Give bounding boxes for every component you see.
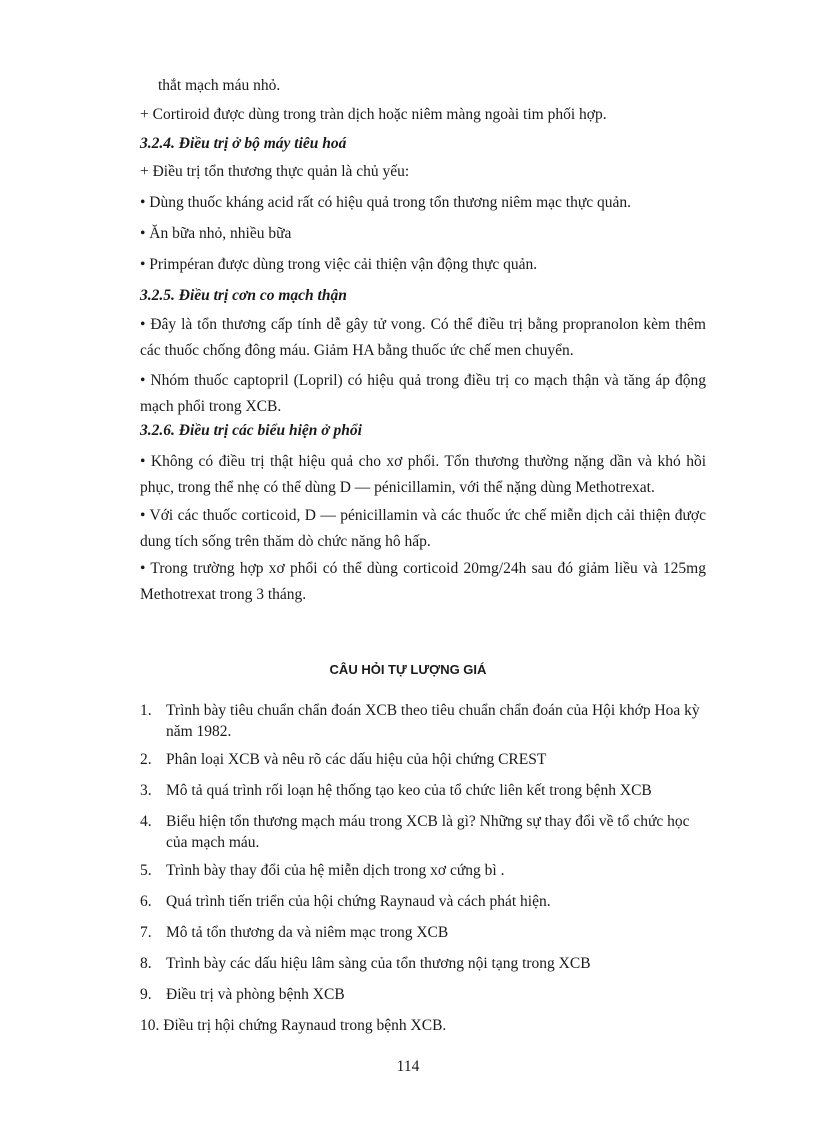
list-item-text: Phân loại XCB và nêu rõ các dấu hiệu của hội chứng CREST <box>166 751 547 768</box>
list-item-text: Trình bày tiêu chuẩn chẩn đoán XCB theo tiêu chuẩn chẩn đoán của Hội khớp Hoa kỳ năm 1982. <box>166 702 700 740</box>
bullet-item: • Ăn bữa nhỏ, nhiều bữa <box>140 225 292 242</box>
list-item <box>140 891 710 912</box>
questions-title: CÂU HỎI TỰ LƯỢNG GIÁ <box>329 662 487 677</box>
list-item <box>140 860 710 881</box>
list-item <box>140 780 710 801</box>
list-item-text: Điều trị và phòng bệnh XCB <box>166 986 345 1003</box>
list-item-text: Quá trình tiến triển của hội chứng Raynaud và cách phát hiện. <box>166 893 551 910</box>
list-item-text: Điều trị hội chứng Raynaud trong bệnh XCB. <box>163 1017 447 1034</box>
bullet-item: • Dùng thuốc kháng acid rất có hiệu quả trong tổn thương niêm mạc thực quản. <box>140 194 631 211</box>
list-item <box>140 700 710 742</box>
list-item-number: 10. <box>140 1017 160 1034</box>
section-heading-3-2-4: 3.2.4. Điều trị ở bộ máy tiêu hoá <box>140 135 347 152</box>
paragraph: • Không có điều trị thật hiệu quả cho xơ phổi. Tổn thương thường nặng dần và khó hồi phục, trong thể nhẹ có thể dùng D — pénicillamin, với thể nặng dùng Methotrexat. <box>140 453 706 496</box>
list-item-number: 8. <box>140 955 152 972</box>
list-item-number: 7. <box>140 924 152 941</box>
list-item-text: Mô tả tổn thương da và niêm mạc trong XCB <box>166 924 449 941</box>
paragraph: • Đây là tổn thương cấp tính dễ gây tử vong. Có thể điều trị bằng propranolon kèm thêm các thuốc chống đông máu. Giảm HA bằng thuốc ức chế men chuyển. <box>140 316 706 359</box>
list-item-number: 9. <box>140 986 152 1003</box>
text-line: thắt mạch máu nhỏ. <box>158 77 281 94</box>
list-item <box>140 984 710 1005</box>
question-list <box>140 700 710 1036</box>
section-heading-3-2-6: 3.2.6. Điều trị các biểu hiện ở phổi <box>140 422 362 439</box>
paragraph: • Nhóm thuốc captopril (Lopril) có hiệu quả trong điều trị co mạch thận và tăng áp động mạch phổi trong XCB. <box>140 372 706 415</box>
text-line: + Cortiroid được dùng trong tràn dịch hoặc niêm màng ngoài tim phối hợp. <box>140 106 607 123</box>
page-number: 114 <box>396 1058 420 1075</box>
section-heading-3-2-5: 3.2.5. Điều trị cơn co mạch thận <box>140 287 347 304</box>
list-item-number: 1. <box>140 702 152 719</box>
paragraph: • Trong trường hợp xơ phổi có thể dùng corticoid 20mg/24h sau đó giảm liều và 125mg Methotrexat trong 3 tháng. <box>140 560 706 603</box>
list-item-number: 6. <box>140 893 152 910</box>
list-item <box>140 922 710 943</box>
list-item <box>140 811 710 853</box>
bullet-item: • Primpéran được dùng trong việc cải thiện vận động thực quản. <box>140 256 538 273</box>
text-line: + Điều trị tổn thương thực quản là chủ yếu: <box>140 163 410 180</box>
list-item-number: 5. <box>140 862 152 879</box>
list-item-text: Biểu hiện tổn thương mạch máu trong XCB là gì? Những sự thay đổi về tổ chức học của mạch máu. <box>166 813 690 851</box>
list-item-text: Mô tả quá trình rối loạn hệ thống tạo keo của tổ chức liên kết trong bệnh XCB <box>166 782 652 799</box>
list-item-number: 2. <box>140 751 152 768</box>
list-item <box>140 1015 710 1036</box>
list-item-text: Trình bày thay đổi của hệ miễn dịch trong xơ cứng bì . <box>166 862 505 879</box>
list-item <box>140 953 710 974</box>
paragraph: • Với các thuốc corticoid, D — pénicillamin và các thuốc ức chế miễn dịch cải thiện được dung tích sống trên thăm dò chức năng hô hấp. <box>140 507 706 550</box>
list-item-number: 4. <box>140 813 152 830</box>
list-item-text: Trình bày các dấu hiệu lâm sàng của tổn thương nội tạng trong XCB <box>166 955 591 972</box>
list-item <box>140 749 710 770</box>
list-item-number: 3. <box>140 782 152 799</box>
